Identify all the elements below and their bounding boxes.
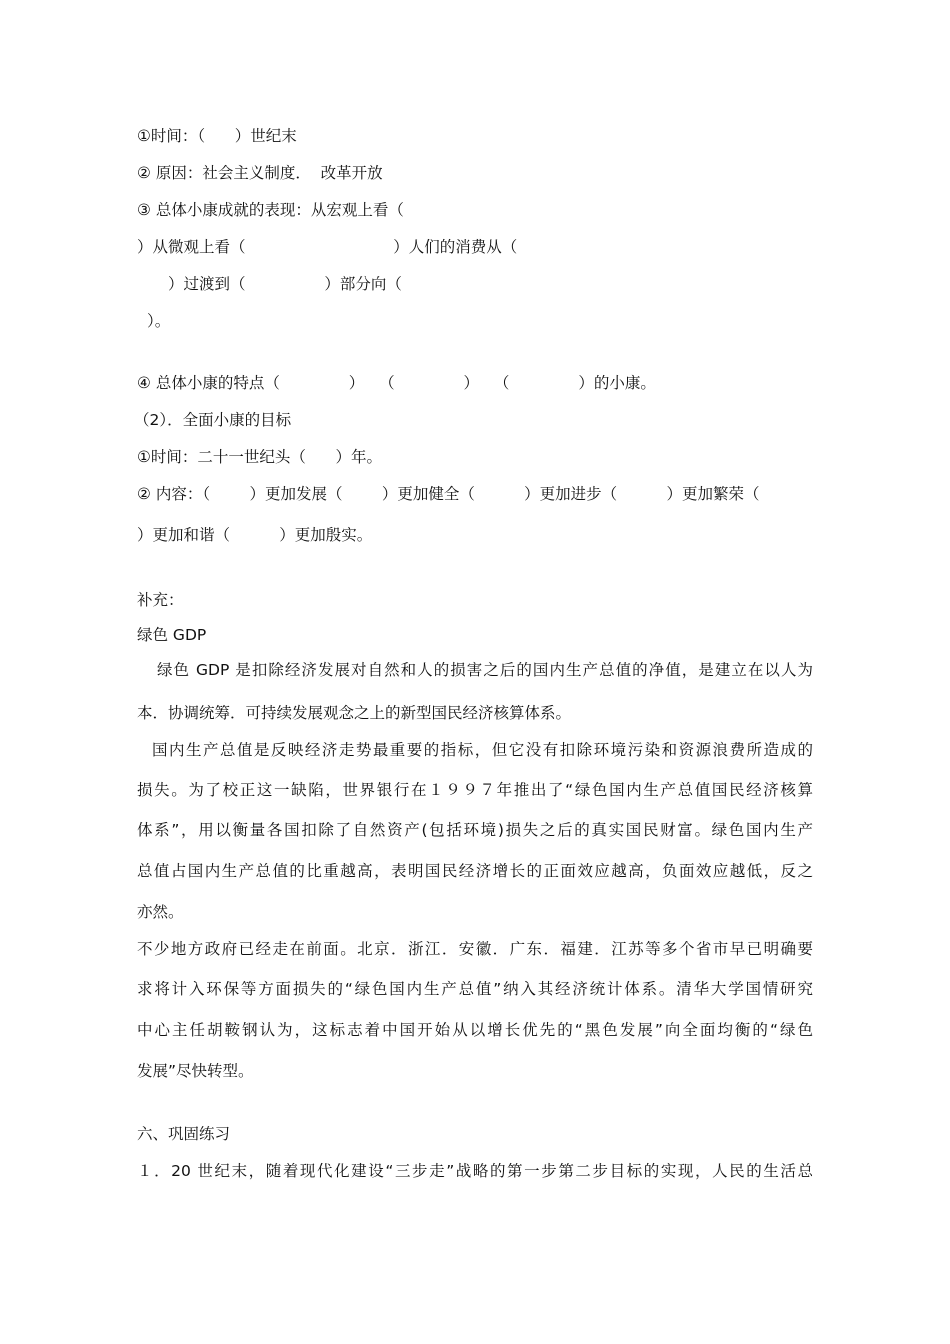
total-time-line: ①时间：（ ）世纪末 <box>137 127 297 145</box>
exercise-heading: 六、巩固练习 <box>137 1125 231 1143</box>
total-achievement-line-2: ）从微观上看（ ）人们的消费从（ <box>137 238 518 256</box>
gdp-paragraph-line-3: 体系”，用以衡量各国扣除了自然资产(包括环境)损失之后的真实国民财富。绿色国内生产 <box>137 821 813 839</box>
local-gov-paragraph-line-4: 发展”尽快转型。 <box>137 1062 254 1080</box>
green-gdp-paragraph-line-1: 绿色 GDP 是扣除经济发展对自然和人的损害之后的国内生产总值的净值，是建立在以人为 <box>157 661 813 679</box>
full-heading: （2）．全面小康的目标 <box>134 411 292 429</box>
total-features-line: ④ 总体小康的特点（ ） （ ） （ ）的小康。 <box>137 374 656 392</box>
full-time-line: ①时间：二十一世纪头（ ）年。 <box>137 448 382 466</box>
total-achievement-line-1: ③ 总体小康成就的表现：从宏观上看（ <box>137 201 404 219</box>
gdp-paragraph-line-1: 国内生产总值是反映经济走势最重要的指标，但它没有扣除环境污染和资源浪费所造成的 <box>152 741 813 759</box>
gdp-paragraph-line-4: 总值占国内生产总值的比重越高，表明国民经济增长的正面效应越高，负面效应越低，反之 <box>137 862 813 880</box>
supplement-label: 补充： <box>137 591 184 609</box>
total-achievement-line-4: ）。 <box>147 312 171 330</box>
local-gov-paragraph-line-1: 不少地方政府已经走在前面。北京．浙江．安徽．广东．福建．江苏等多个省市早已明确要 <box>137 940 813 958</box>
full-content-line-1: ② 内容：（ ）更加发展（ ）更加健全（ ）更加进步（ ）更加繁荣（ <box>137 485 760 503</box>
gdp-paragraph-line-2: 损失。为了校正这一缺陷，世界银行在１９９７年推出了“绿色国内生产总值国民经济核算 <box>137 781 813 799</box>
exercise-question-1-line-1: １．20 世纪末，随着现代化建设“三步走”战略的第一步第二步目标的实现，人民的生活总 <box>137 1162 813 1180</box>
full-content-line-2: ）更加和谐（ ）更加殷实。 <box>137 526 373 544</box>
local-gov-paragraph-line-2: 求将计入环保等方面损失的“绿色国内生产总值”纳入其经济统计体系。清华大学国情研究 <box>137 980 813 998</box>
green-gdp-paragraph-line-2: 本．协调统筹．可持续发展观念之上的新型国民经济核算体系。 <box>137 704 572 722</box>
total-achievement-line-3: ）过渡到（ ）部分向（ <box>168 275 402 293</box>
local-gov-paragraph-line-3: 中心主任胡鞍钢认为，这标志着中国开始从以增长优先的“黑色发展”向全面均衡的“绿色 <box>137 1021 813 1039</box>
total-reason-line: ② 原因：社会主义制度． 改革开放 <box>137 164 383 182</box>
supplement-title: 绿色 GDP <box>137 626 207 644</box>
gdp-paragraph-line-5: 亦然。 <box>137 903 184 921</box>
